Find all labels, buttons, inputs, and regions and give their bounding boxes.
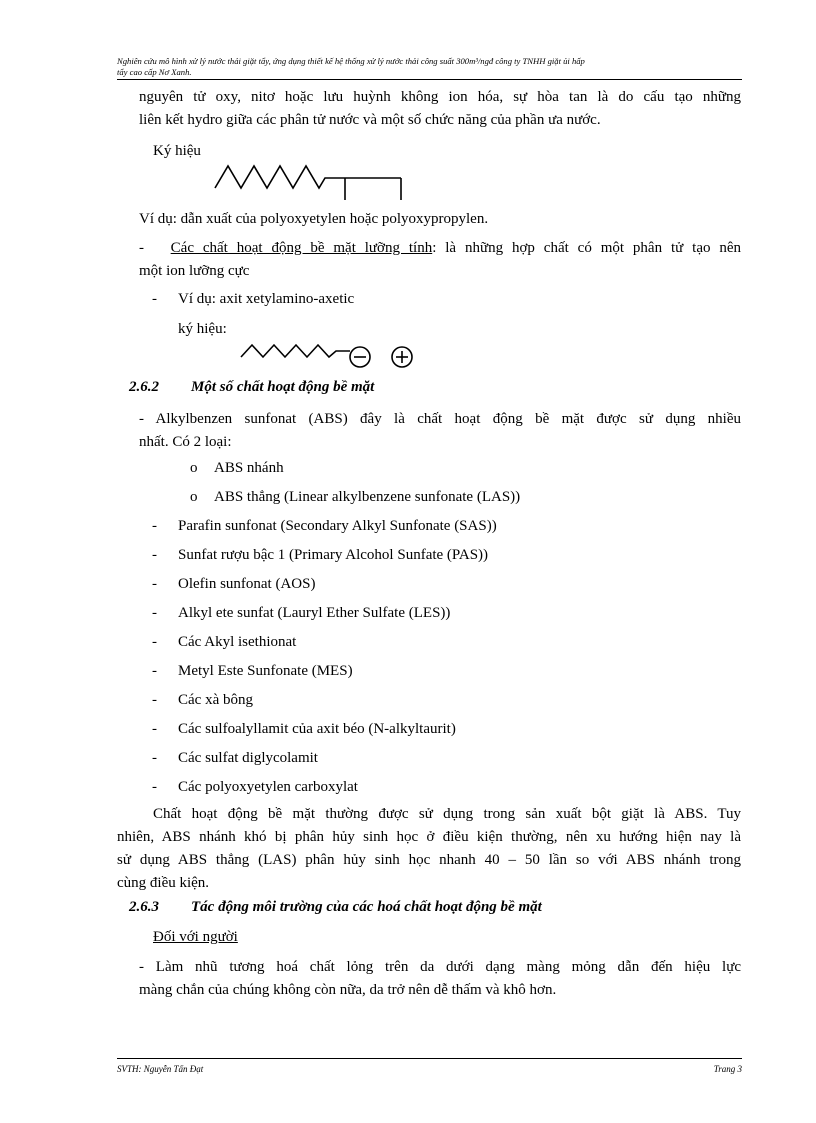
sub-list-item-text: ABS thẳng (Linear alkylbenzene sunfonate (LAS)) [214, 489, 521, 505]
list-item-text: Parafin sunfonat (Secondary Alkyl Sunfonate (SAS)) [178, 518, 497, 534]
paragraph-line: nguyên tử oxy, nitơ hoặc lưu huỳnh không ion hóa, sự hòa tan là do cấu tạo những [139, 89, 741, 105]
list-item [152, 288, 354, 311]
list-item-text: Sunfat rượu bậc 1 (Primary Alcohol Sunfate (PAS)) [178, 547, 489, 563]
header-line-2: tẩy cao cấp Nơ Xanh. [117, 67, 192, 77]
circle-bullet-icon: o [190, 489, 198, 505]
example-text: Ví dụ: dẫn xuất của polyoxyetylen hoặc polyoxypropylen. [139, 211, 489, 227]
section-title: Một số chất hoạt động bề mặt [191, 379, 375, 395]
footer-author: SVTH: Nguyễn Tấn Đạt [117, 1064, 204, 1074]
sub-list-item [190, 486, 520, 509]
dash: - [152, 692, 157, 708]
sub-list-item-text: ABS nhánh [214, 460, 284, 476]
list-item-text: Các xà bông [178, 692, 253, 708]
list-item-text: Metyl Este Sunfonate (MES) [178, 663, 353, 679]
list-item [152, 689, 253, 712]
list-item-text: Alkyl ete sunfat (Lauryl Ether Sulfate (LES)) [178, 605, 451, 621]
dash: - [152, 721, 157, 737]
dash: - [152, 779, 157, 795]
amphoteric-term: Các chất hoạt động bề mặt lưỡng tính [170, 240, 433, 256]
list-item [152, 544, 488, 567]
list-item-text: Olefin sunfonat (AOS) [178, 576, 316, 592]
section-number: 2.6.2 [129, 379, 159, 395]
header-line-1: Nghiên cứu mô hình xử lý nước thải giặt tẩy, ứng dụng thiết kế hệ thống xử lý nước thải công suất 300m³/ngđ công ty TNHH giặt ủi hấp [117, 56, 585, 66]
paragraph-line: màng chắn của chúng không còn nữa, da trở nên dễ thấm và khô hơn. [139, 982, 557, 998]
list-item-text: Các sulfat diglycolamit [178, 750, 318, 766]
nonionic-surfactant-symbol [212, 160, 406, 204]
list-item [152, 515, 497, 538]
paragraph-line: - Alkylbenzen sunfonat (ABS) đây là chất hoạt động bề mặt được sử dụng nhiều [139, 411, 741, 427]
amphoteric-line-2: một ion lưỡng cực [139, 263, 250, 279]
section-number: 2.6.3 [129, 899, 159, 915]
list-item-text: Các sulfoalyllamit của axit béo (N-alkyltaurit) [178, 721, 456, 737]
list-item [152, 747, 318, 770]
footer-rule [117, 1058, 742, 1059]
circle-bullet-icon: o [190, 460, 198, 476]
dash: - [152, 291, 157, 307]
list-item [152, 718, 456, 741]
subheading: Đối với người [153, 929, 238, 945]
amphoteric-rest: : là những hợp chất có một phân tử tạo nên [432, 240, 742, 256]
paragraph-line: nhất. Có 2 loại: [139, 434, 232, 450]
list-item [152, 660, 353, 683]
list-item-text: Các Akyl isethionat [178, 634, 297, 650]
list-item [152, 573, 315, 596]
list-item [152, 602, 450, 625]
dash: - [152, 605, 157, 621]
dash: - [139, 240, 144, 256]
page-header [117, 56, 742, 78]
symbol-label: Ký hiệu [153, 143, 201, 159]
header-rule [117, 79, 742, 80]
dash: - [152, 663, 157, 679]
amphoteric-line-1 [139, 237, 741, 260]
section-title: Tác động môi trường của các hoá chất hoạt động bề mặt [191, 899, 542, 915]
paragraph-line: Chất hoạt động bề mặt thường được sử dụng trong sản xuất bột giặt là ABS. Tuy [153, 806, 741, 822]
paragraph-line: liên kết hydro giữa các phân tử nước và một số chức năng của phần ưa nước. [139, 112, 601, 128]
dash: - [152, 750, 157, 766]
paragraph-line: sử dụng ABS thẳng (LAS) phân hủy sinh học nhanh 40 – 50 lần so với ABS nhánh trong [117, 852, 741, 868]
dash: - [152, 634, 157, 650]
paragraph-line: - Làm nhũ tương hoá chất lỏng trên da dưới dạng màng mỏng dẫn đến hiệu lực [139, 959, 741, 975]
symbol-label: ký hiệu: [178, 321, 227, 337]
list-item [152, 631, 296, 654]
sub-list-item [190, 457, 284, 480]
list-item [152, 776, 358, 799]
dash: - [152, 547, 157, 563]
paragraph-line: cùng điều kiện. [117, 875, 210, 891]
page-number: Trang 3 [713, 1064, 742, 1074]
amphoteric-surfactant-symbol [238, 341, 418, 371]
list-item-text: Ví dụ: axit xetylamino-axetic [178, 291, 355, 307]
dash: - [152, 518, 157, 534]
dash: - [152, 576, 157, 592]
paragraph-line: nhiên, ABS nhánh khó bị phân hủy sinh học ở điều kiện thường, nên xu hướng hiện nay là [117, 829, 741, 845]
list-item-text: Các polyoxyetylen carboxylat [178, 779, 358, 795]
